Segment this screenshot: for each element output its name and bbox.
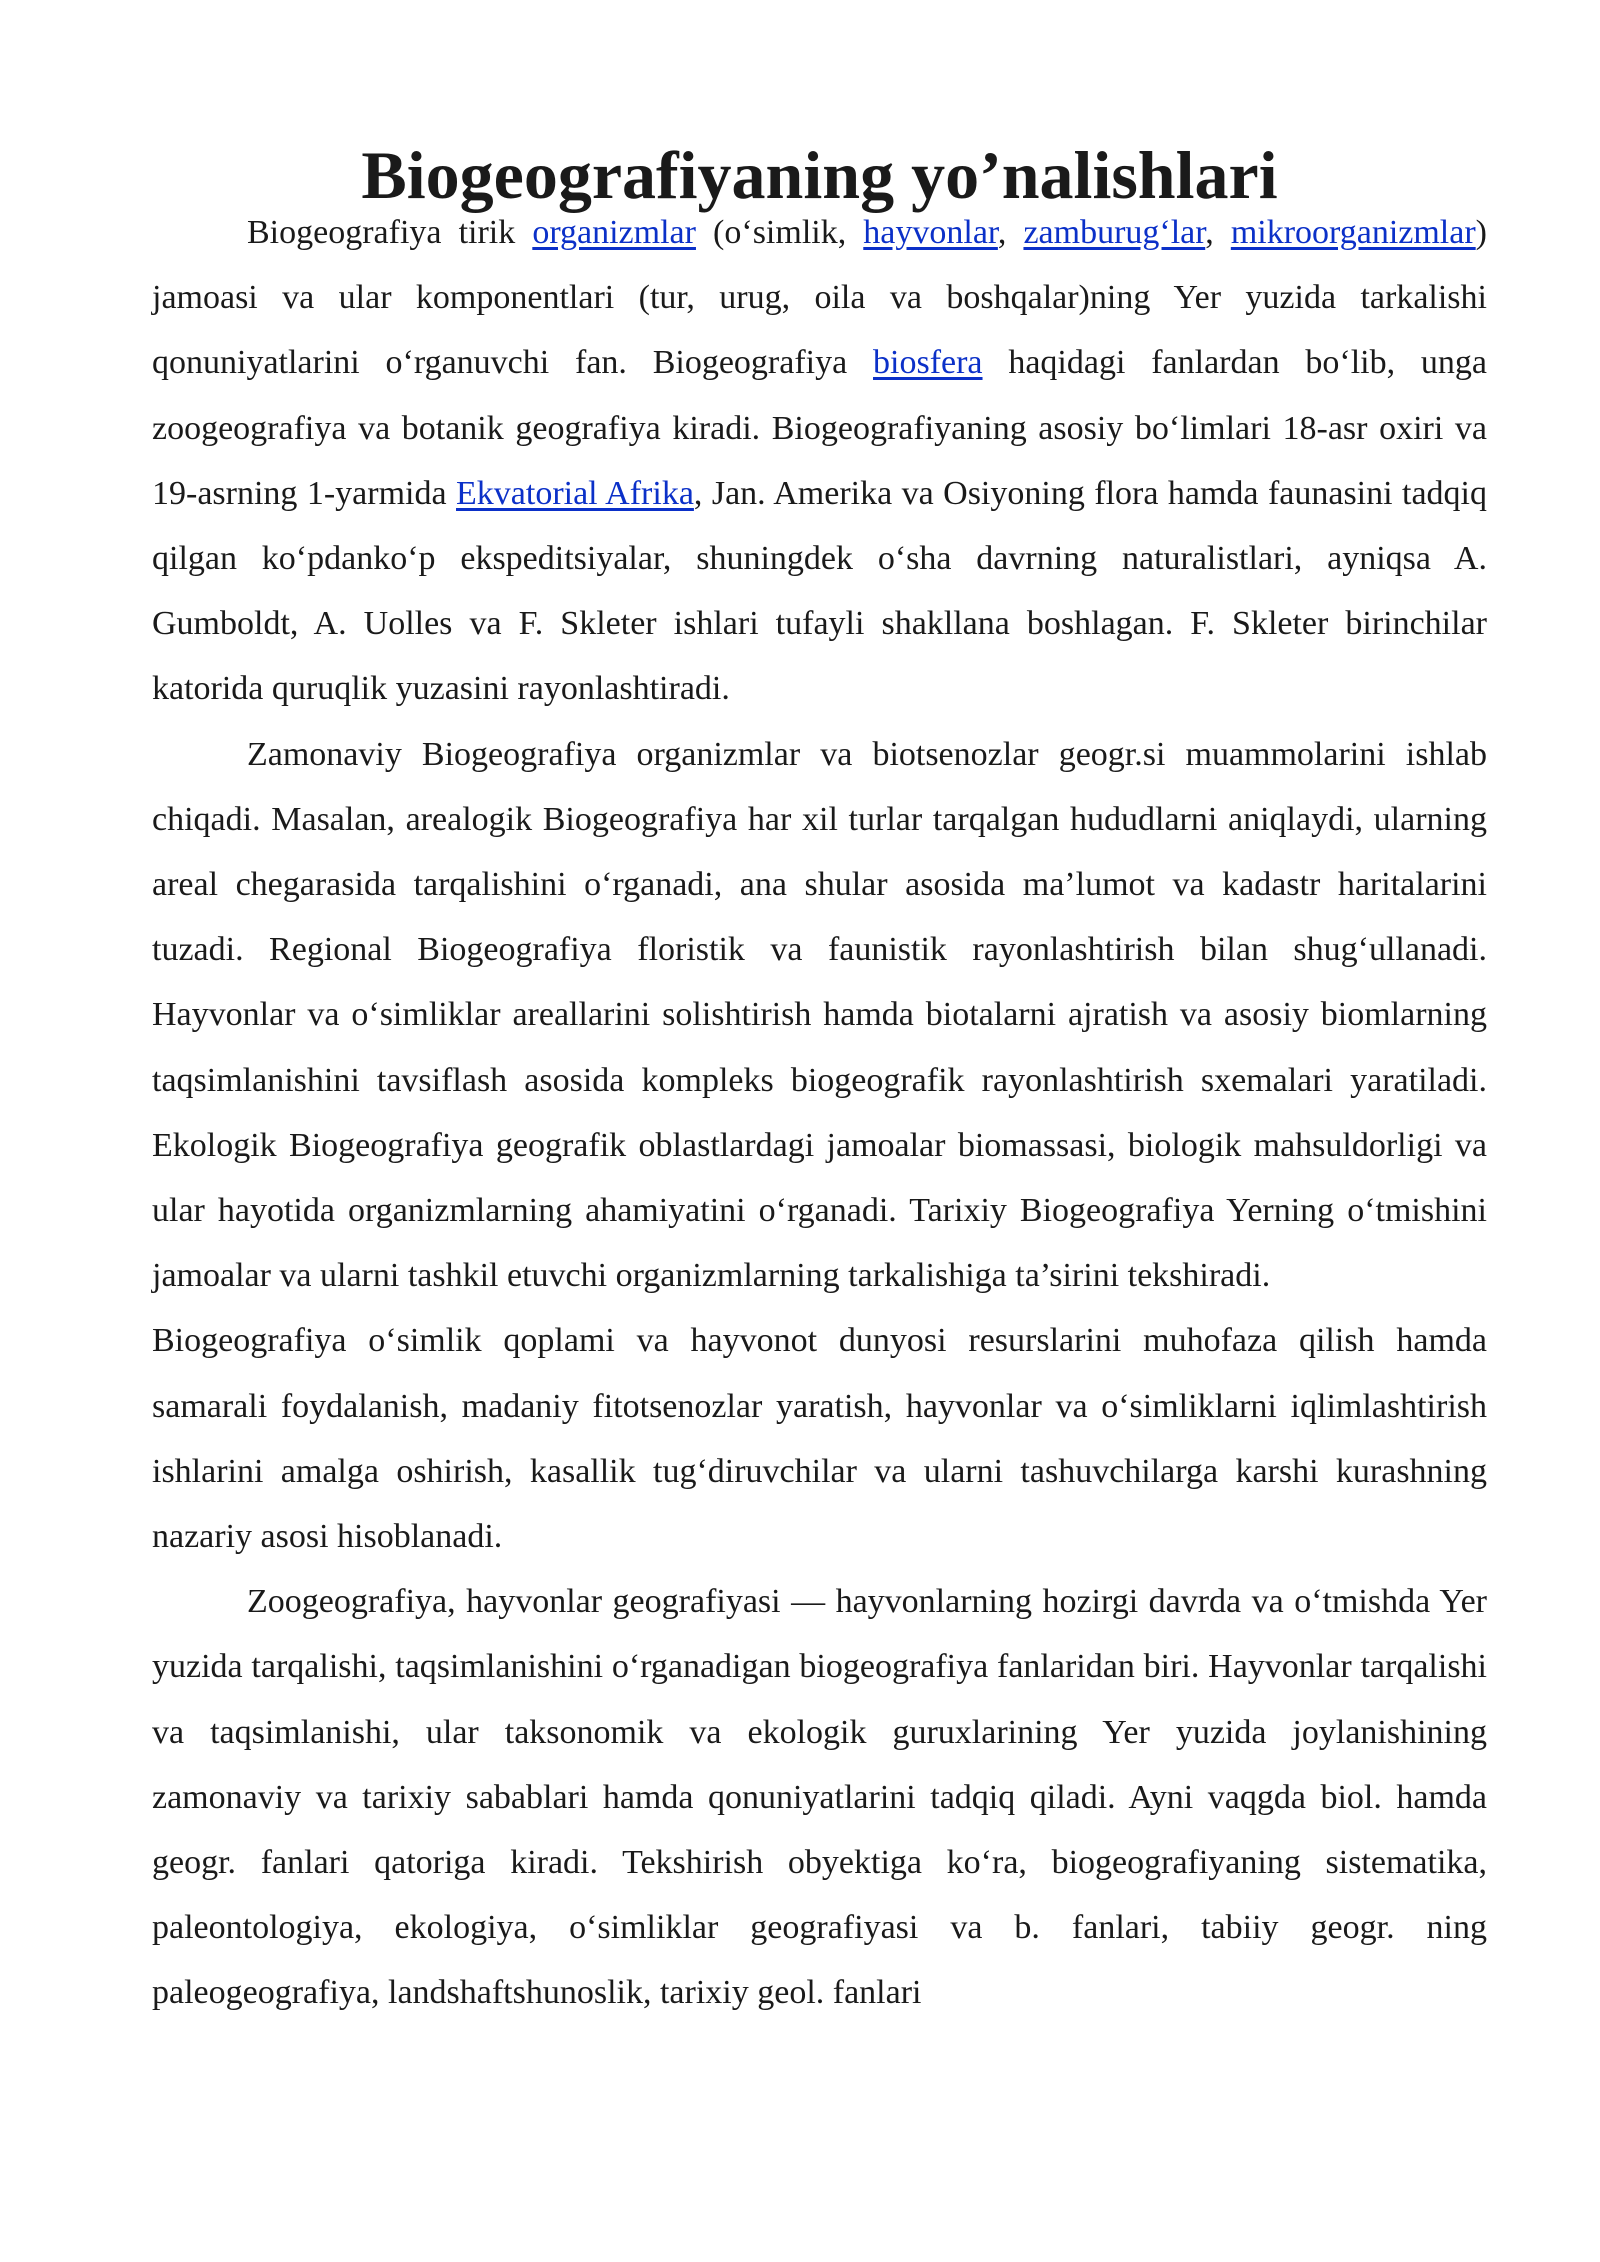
- paragraph-4: [152, 1569, 1487, 2025]
- paragraph-text: Zoogeografiya, hayvonlar geografiyasi — hayvonlarning hozirgi davrda va o‘tmishda Yer yuzida tarqalishi, taqsimlanishini o‘rganadigan biogeografiya fanlaridan biri. Hayvonlar tarqalishi va taqsimlanishi, ular taksonomik va ekologik guruxlarining Yer yuzida joylanishining zamonaviy va tarixiy sabablari hamda qonuniyatlarini tadqiq qiladi. Ayni vaqgda biol. hamda geogr. fanlari qatoriga kiradi. Tekshirish obyektiga ko‘ra, biogeografiyaning sistematika, paleontologiya, ekologiya, o‘simliklar geografiyasi va b. fanlari, tabiiy geogr. ning paleogeografiya, landshaftshunoslik, tarixiy geol. fanlari: [152, 1583, 1487, 2012]
- link-hayvonlar[interactable]: hayvonlar: [863, 214, 998, 251]
- paragraph-text: ,: [1205, 214, 1231, 251]
- link-mikroorganizmlar[interactable]: mikroorganizmlar: [1230, 214, 1476, 251]
- paragraph-text: haqidagi fanlardan bo‘lib, unga zoogeografiya va botanik geografiya kiradi. Biogeografiyaning asosiy bo‘limlari 18-asr oxiri va 19-asrning 1-yarmida: [152, 344, 1487, 512]
- document-title: Biogeografiyaning yo’nalishlari: [361, 137, 1278, 213]
- paragraph-text: Biogeografiya tirik: [247, 214, 533, 251]
- link-ekvatorial-afrika[interactable]: Ekvatorial Afrika: [456, 474, 694, 512]
- paragraph-text: Zamonaviy Biogeografiya organizmlar va biotsenozlar geogr.si muammolarini ishlab chiqadi. Masalan, arealogik Biogeografiya har xil turlar tarqalgan hududlarni aniqlaydi, ularning areal chegarasida tarqalishini o‘rganadi, ana shular asosida ma’lumot va kadastr haritalarini tuzadi. Regional Biogeografiya floristik va faunistik rayonlashtirish bilan shug‘ullanadi. Hayvonlar va o‘simliklar areallarini solishtirish hamda biotalarni ajratish va asosiy biomlarning taqsimlanishini tavsiflash asosida kompleks biogeografik rayonlashtirish sxemalari yaratiladi. Ekologik Biogeografiya geografik oblastlardagi jamoalar biomassasi, biologik mahsuldorligi va ular hayotida organizmlarning ahamiyatini o‘rganadi. Tarixiy Biogeografiya Yerning o‘tmishini jamoalar va ularni tashkil etuvchi organizmlarning tarkalishiga ta’sirini tekshiradi.: [152, 735, 1487, 1295]
- paragraph-3: [152, 1308, 1487, 1569]
- paragraph-text: , Jan. Amerika va Osiyoning flora hamda faunasini tadqiq qilgan ko‘pdanko‘p ekspeditsiyalar, shuningdek o‘sha davrning naturalistlari, ayniqsa A. Gumboldt, A. Uolles va F. Skleter ishlari tufayli shakllana boshlagan. F. Skleter birinchilar katorida quruqlik yuzasini rayonlashtiradi.: [152, 474, 1487, 708]
- paragraph-2: [152, 722, 1487, 1309]
- link-biosfera[interactable]: biosfera: [873, 344, 983, 382]
- paragraph-text: Biogeografiya o‘simlik qoplami va hayvonot dunyosi resurslarini muhofaza qilish hamda samarali foydalanish, madaniy fitotsenozlar yaratish, hayvonlar va o‘simliklarni iqlimlashtirish ishlarini amalga oshirish, kasallik tug‘diruvchilar va ularni tashuvchilarga karshi kurashning nazariy asosi hisoblanadi.: [152, 1322, 1487, 1556]
- link-zamburuglar[interactable]: zamburug‘lar: [1023, 214, 1206, 251]
- paragraph-text: ) jamoasi va ular komponentlari (tur, urug, oila va boshqalar)ning Yer yuzida tarkalishi qonuniyatlarini o‘rganuvchi fan. Biogeografiya: [152, 214, 1487, 382]
- paragraph-text: ,: [997, 214, 1024, 251]
- link-organizmlar[interactable]: organizmlar: [532, 214, 696, 251]
- document-page: [152, 137, 1487, 2026]
- paragraph-text: (o‘simlik,: [695, 214, 864, 251]
- paragraph-1: [152, 200, 1487, 722]
